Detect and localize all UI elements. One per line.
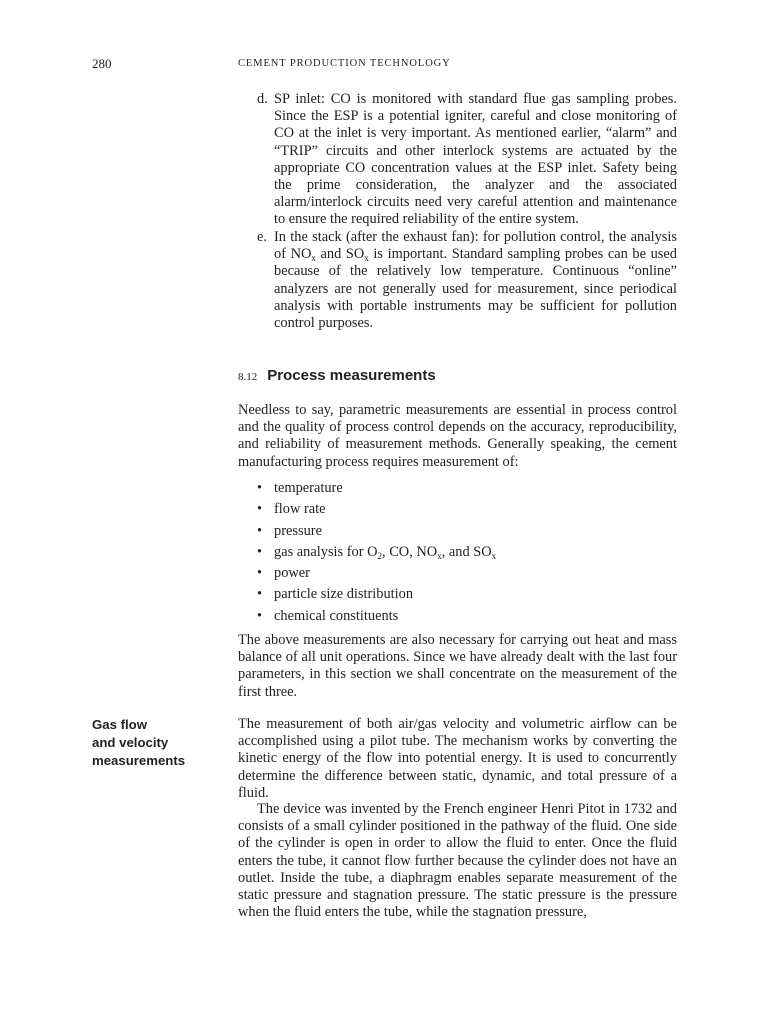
list-item: • flow rate xyxy=(257,501,326,518)
intro-paragraph: Needless to say, parametric measurements are essential in process control and the quality of process control depends on the accuracy, reproducibility, and reliability of measurement methods. Generally speaking, the cement manufacturing process requires measurement of: xyxy=(238,402,677,470)
list-item-d xyxy=(257,91,677,229)
side-heading: Gas flow and velocity measurements xyxy=(92,717,186,768)
running-header: CEMENT PRODUCTION TECHNOLOGY xyxy=(238,58,451,69)
section-heading xyxy=(238,367,436,385)
measurement-list xyxy=(257,478,496,627)
section-title: Process measurements xyxy=(267,367,436,384)
list-item-text: SP inlet: CO is monitored with standard flue gas sampling probes. Since the ESP is a potential igniter, careful and close monitoring of CO at the inlet is very important. As mentioned earlier, “alarm” and “TRIP” circuits and other interlock systems are actuated by the appropriate CO concentration values at the ESP inlet. Safety being the prime consideration, the analyzer and the associated alarm/interlock circuits need very careful attention and maintenance to ensure the required reliability of the entire system. xyxy=(274,91,677,228)
after-list-paragraph: The above measurements are also necessary for carrying out heat and mass balance of all unit operations. Since we have already dealt with the last four parameters, in this section we shall concentrate on the measurement of the first three. xyxy=(238,632,677,700)
list-item: • chemical constituents xyxy=(257,607,399,624)
gas-flow-paragraph-1: The measurement of both air/gas velocity and volumetric airflow can be accomplished using a pilot tube. The mechanism works by converting the kinetic energy of the flow into potential energy. It is used to concurrently determine the difference between static, dynamic, and total pressure of a fluid. xyxy=(238,716,677,801)
section-number: 8.12 xyxy=(238,371,258,383)
list-item-e xyxy=(257,229,677,332)
list-marker: e. xyxy=(257,229,267,245)
list-item: • power xyxy=(257,565,310,582)
page-number: 280 xyxy=(92,56,112,71)
list-item: • gas analysis for $O_2$, CO, $NO_x$, and $SO_x$ xyxy=(257,543,497,561)
gas-flow-paragraph-2: The device was invented by the French engineer Henri Pitot in 1732 and consists of a small cylinder positioned in the pathway of the fluid. One side of the cylinder is open in order to allow the fluid to enter. Once the fluid enters the tube, it cannot flow further because the cylinder does not have an outlet. Inside the tube, a diaphragm enables separate measurement of the static pressure and stagnation pressure. The static pressure is the pressure when the fluid enters the tube, while the stagnation pressure, xyxy=(238,801,677,921)
list-item: • temperature xyxy=(257,480,343,496)
list-marker: d. xyxy=(257,91,268,107)
list-item: • particle size distribution xyxy=(257,586,414,603)
list-item-text: In the stack (after the exhaust fan): for pollution control, the analysis of $NO_x$ and $SO_x$ is important. Standard sampling probes can be used because of the relatively low temperature. Continuous “online” analyzers are not generally used for measurement, since periodical analysis with portable instruments may be sufficient for pollution control purposes. xyxy=(274,229,677,332)
list-item: • pressure xyxy=(257,522,322,539)
